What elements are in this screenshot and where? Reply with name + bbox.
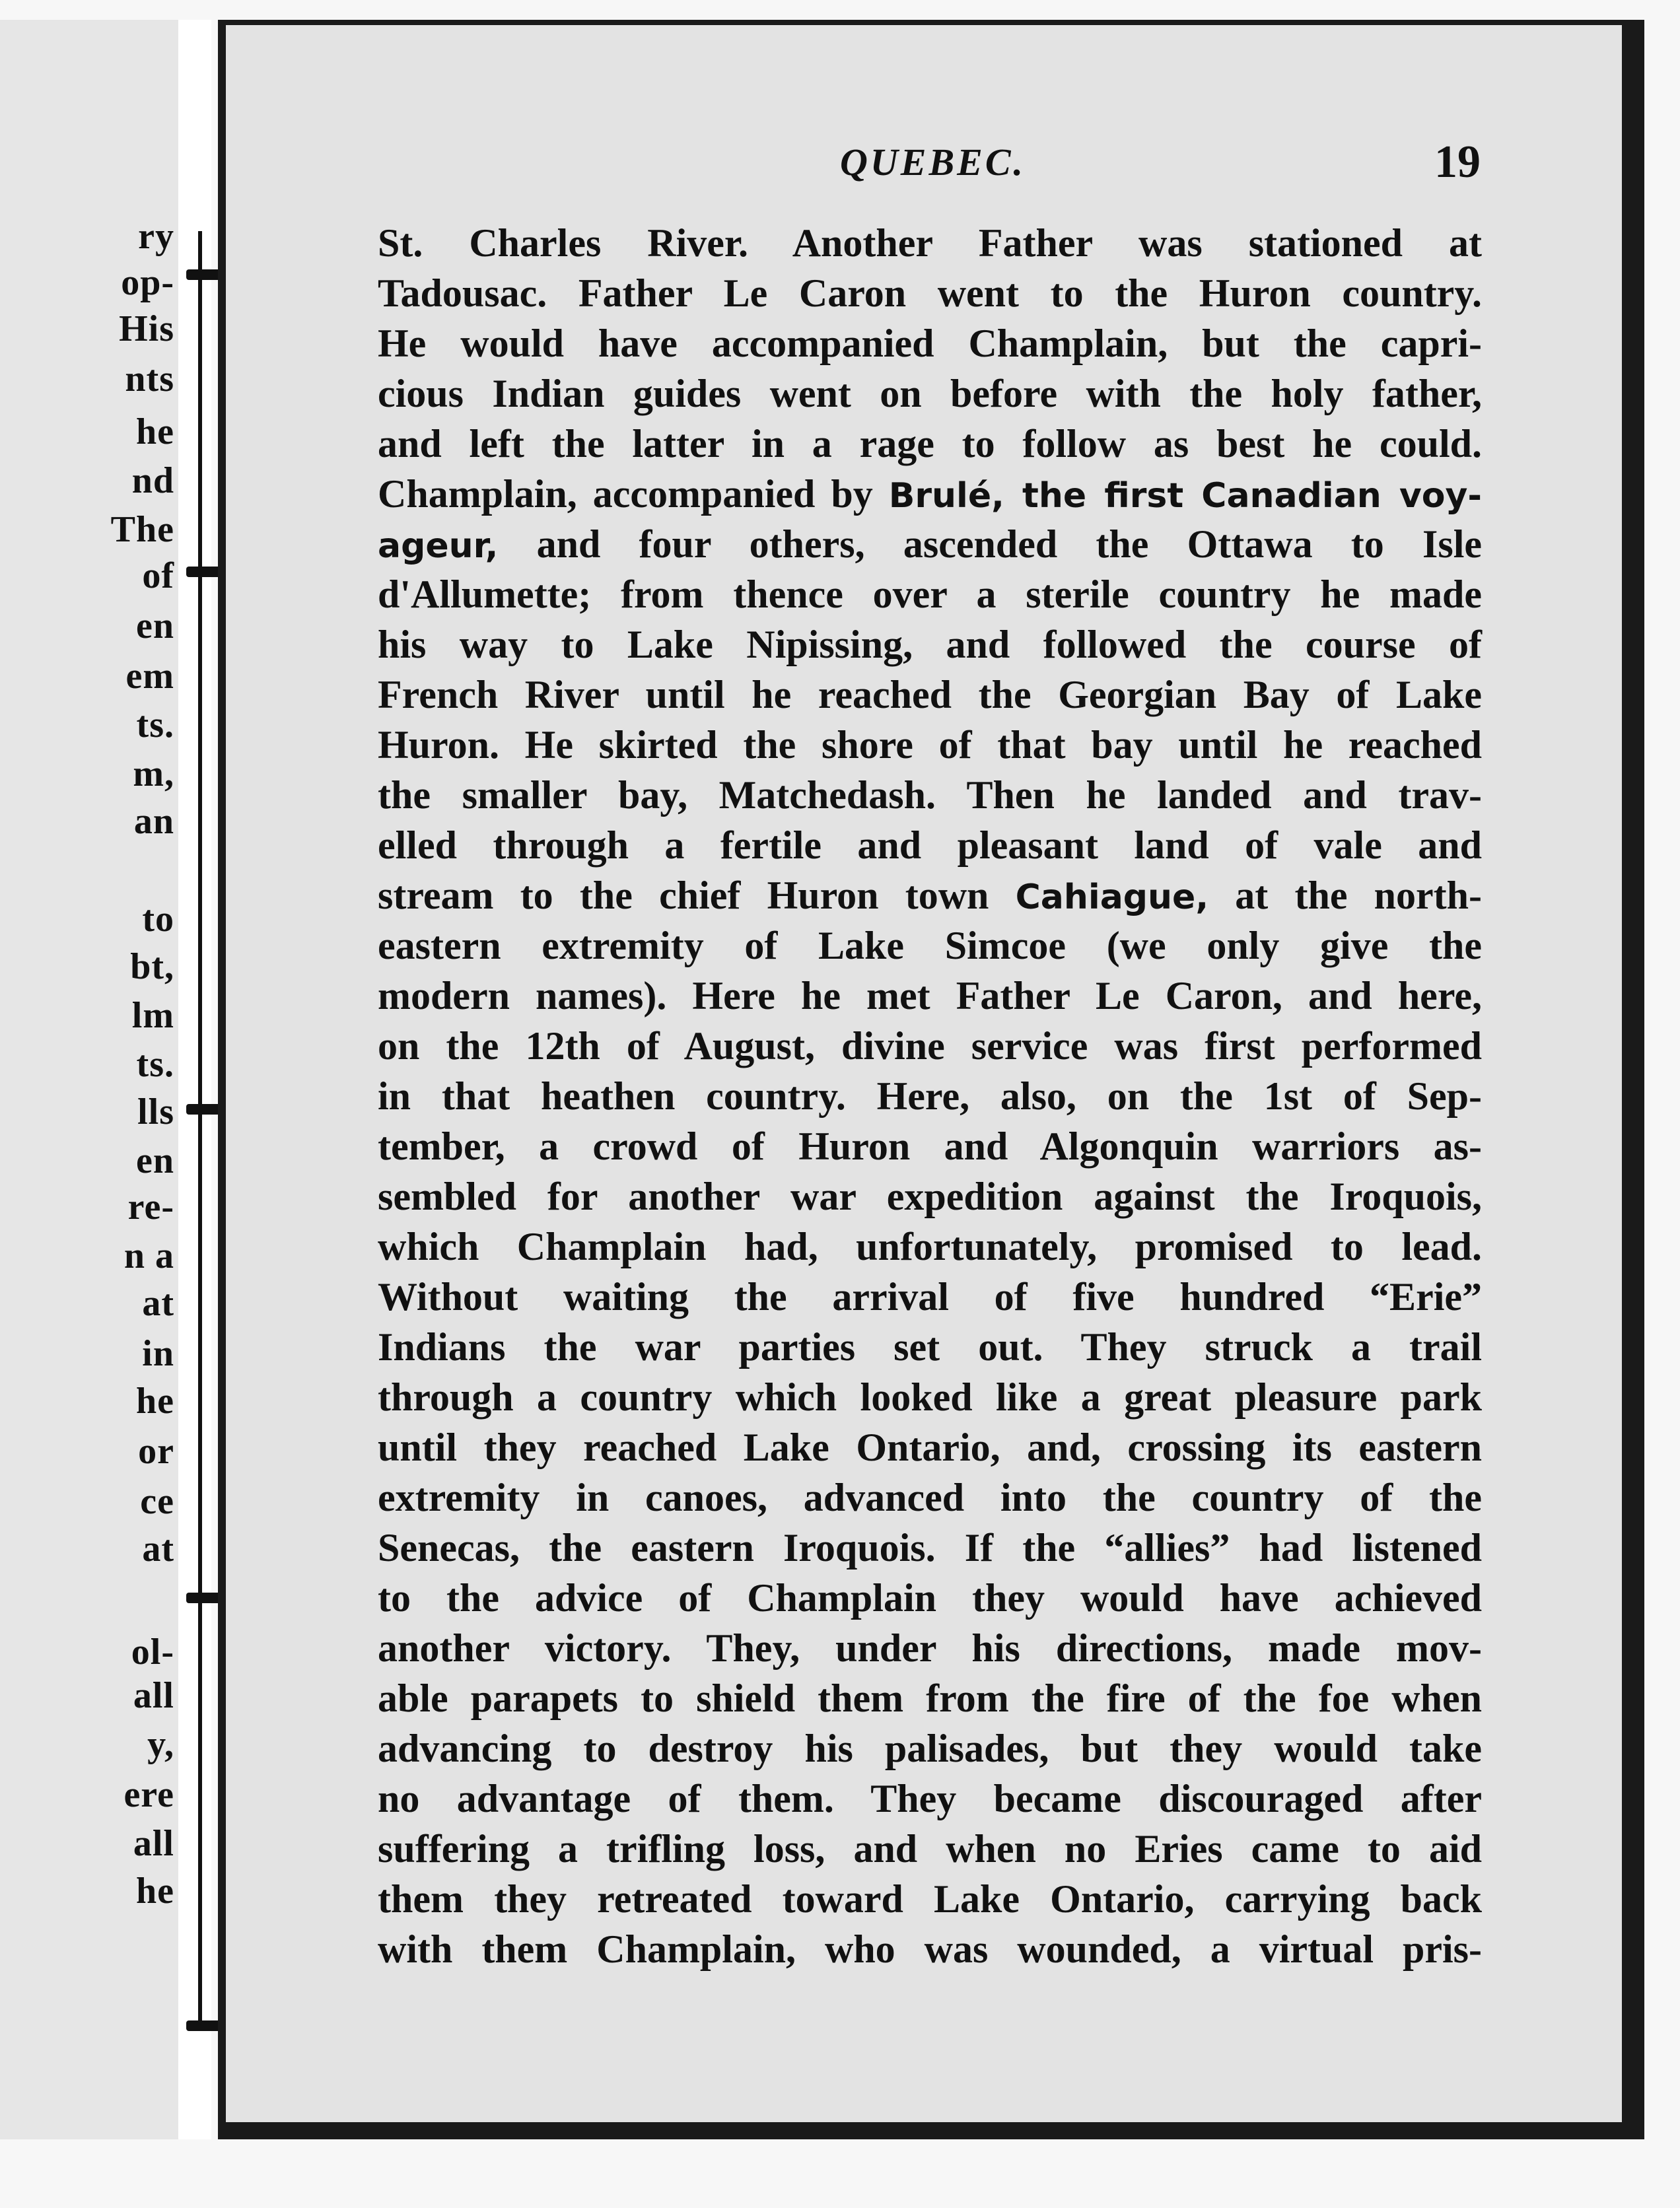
emphasized-term: Brulé, the first Canadian voy- <box>888 476 1482 516</box>
text-line <box>378 469 1482 519</box>
previous-page-fragment: ry <box>138 216 174 257</box>
previous-page-fragment: lm <box>131 995 174 1036</box>
text-line: on the 12th of August, divine service was first performed <box>378 1024 1482 1068</box>
previous-page-fragment: he <box>136 1871 174 1912</box>
text-line: French River until he reached the Georgian Bay of Lake <box>378 673 1482 716</box>
text-segment: stream to the chief Huron town <box>378 874 1016 917</box>
text-line: Tadousac. Father Le Caron went to the Huron country. <box>378 271 1482 315</box>
previous-page-fragment: His <box>119 308 174 349</box>
previous-page-fragment: ts. <box>136 1044 174 1085</box>
previous-page-fragment: all <box>133 1675 174 1716</box>
text-line: his way to Lake Nipissing, and followed the course of <box>378 623 1482 666</box>
running-head: QUEBEC. <box>840 141 1026 184</box>
previous-page-fragment: in <box>142 1333 174 1374</box>
previous-page-fragment: m, <box>133 753 174 794</box>
text-line: sembled for another war expedition against the Iroquois, <box>378 1175 1482 1218</box>
previous-page-fragment: he <box>136 411 174 452</box>
text-line: the smaller bay, Matchedash. Then he landed and trav- <box>378 773 1482 817</box>
text-line: cious Indian guides went on before with the holy father, <box>378 372 1482 415</box>
gutter <box>178 20 211 2139</box>
previous-page-fragment: to <box>142 899 174 940</box>
previous-page-fragment: The <box>110 509 174 550</box>
text-line: modern names). Here he met Father Le Caron, and here, <box>378 974 1482 1018</box>
text-line <box>378 870 1482 920</box>
text-line: extremity in canoes, advanced into the country of the <box>378 1476 1482 1519</box>
emphasized-term: ageur, <box>378 526 499 566</box>
previous-page-fragment: en <box>136 605 174 646</box>
text-line: St. Charles River. Another Father was stationed at <box>378 221 1482 265</box>
previous-page-fragment: ce <box>140 1481 174 1522</box>
text-line: with them Champlain, who was wounded, a virtual pris- <box>378 1927 1482 1971</box>
text-line: Senecas, the eastern Iroquois. If the “allies” had listened <box>378 1526 1482 1570</box>
text-line: d'Allumette; from thence over a sterile country he made <box>378 572 1482 616</box>
previous-page-fragment: en <box>136 1140 174 1181</box>
previous-page-edge <box>0 20 182 2139</box>
text-line: another victory. They, under his directions, made mov- <box>378 1626 1482 1670</box>
text-line: no advantage of them. They became discouraged after <box>378 1777 1482 1820</box>
body-text <box>378 218 1482 1974</box>
previous-page-fragment: he <box>136 1381 174 1422</box>
text-line: and left the latter in a rage to follow as best he could. <box>378 422 1482 466</box>
previous-page-fragment: lls <box>137 1091 174 1132</box>
text-line: which Champlain had, unfortunately, promised to lead. <box>378 1225 1482 1268</box>
text-line: He would have accompanied Champlain, but the capri- <box>378 322 1482 365</box>
previous-page-fragment: an <box>133 801 174 842</box>
text-line: until they reached Lake Ontario, and, crossing its eastern <box>378 1426 1482 1469</box>
text-line: elled through a fertile and pleasant land of vale and <box>378 823 1482 867</box>
previous-page-fragment: ere <box>123 1774 174 1815</box>
page-number: 19 <box>1434 137 1481 188</box>
previous-page-fragment: y, <box>147 1724 174 1765</box>
previous-page-fragment: or <box>138 1431 174 1472</box>
text-line: them they retreated toward Lake Ontario, carrying back <box>378 1877 1482 1921</box>
previous-page-fragment: op- <box>121 262 174 303</box>
text-line <box>378 519 1482 569</box>
text-line: in that heathen country. Here, also, on the 1st of Sep- <box>378 1074 1482 1118</box>
text-line: through a country which looked like a great pleasure park <box>378 1375 1482 1419</box>
previous-page-fragment: ts. <box>136 705 174 745</box>
previous-page-fragment: n a <box>123 1235 174 1276</box>
previous-page-fragment: em <box>125 656 174 697</box>
text-line: eastern extremity of Lake Simcoe (we only give the <box>378 924 1482 967</box>
text-line: Huron. He skirted the shore of that bay until he reached <box>378 723 1482 767</box>
previous-page-fragment: ol- <box>131 1632 174 1673</box>
emphasized-term: Cahiague, <box>1015 878 1209 917</box>
previous-page-fragment: at <box>142 1529 174 1570</box>
previous-page-fragment: nts <box>125 359 174 399</box>
text-line: Without waiting the arrival of five hundred “Erie” <box>378 1275 1482 1319</box>
previous-page-fragment: re- <box>127 1187 174 1227</box>
binding-thread <box>198 231 202 2027</box>
text-segment: and four others, ascended the Ottawa to Isle <box>498 522 1482 566</box>
text-line: to the advice of Champlain they would have achieved <box>378 1576 1482 1620</box>
text-line: able parapets to shield them from the fire of the foe when <box>378 1676 1482 1720</box>
text-line: suffering a trifling loss, and when no Eries came to aid <box>378 1827 1482 1871</box>
previous-page-fragment: all <box>133 1823 174 1864</box>
previous-page-fragment: of <box>142 555 174 596</box>
previous-page-fragment: nd <box>131 460 174 501</box>
previous-page-fragment: bt, <box>130 946 174 987</box>
text-segment: at the north- <box>1208 874 1482 917</box>
text-line: advancing to destroy his palisades, but they would take <box>378 1727 1482 1770</box>
previous-page-fragment: at <box>142 1283 174 1324</box>
text-line: Indians the war parties set out. They struck a trail <box>378 1325 1482 1369</box>
text-segment: Champlain, accompanied by <box>378 472 889 516</box>
text-line: tember, a crowd of Huron and Algonquin warriors as- <box>378 1124 1482 1168</box>
